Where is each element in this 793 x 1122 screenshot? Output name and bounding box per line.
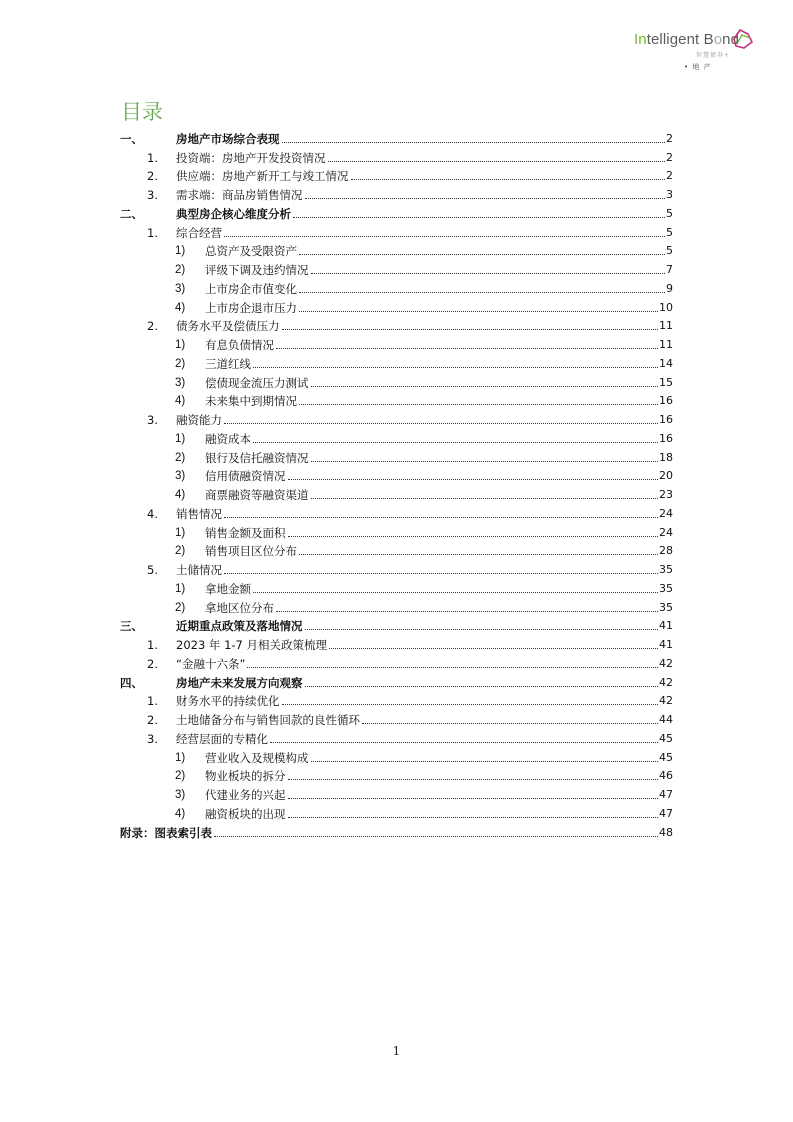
dot-leader — [224, 572, 658, 574]
toc-entry-page: 2 — [666, 169, 673, 183]
toc-entry-label: 信用债融资情况 — [205, 469, 286, 484]
toc-entry-number: 4) — [175, 395, 186, 408]
toc-entry[interactable] — [120, 447, 673, 466]
toc-entry[interactable] — [120, 297, 673, 316]
toc-entry-number: 3) — [175, 376, 186, 389]
toc-entry-number: 二、 — [120, 206, 143, 221]
toc-entry-label: 总资产及受限资产 — [205, 244, 297, 259]
toc-entry-number: 1. — [147, 150, 158, 165]
toc-entry-number: 4) — [175, 489, 186, 501]
toc-entry-number: 2. — [147, 169, 158, 184]
toc-entry-page: 3 — [666, 188, 673, 201]
toc-entry-label: 土储情况 — [176, 563, 222, 577]
toc-entry-number: 2. — [147, 656, 158, 671]
toc-entry-page: 47 — [659, 806, 673, 820]
toc-entry-label: 融资板块的出现 — [205, 806, 286, 821]
toc-entry-label: 融资能力 — [176, 413, 222, 427]
toc-entry-label: 偿债现金流压力测试 — [205, 375, 309, 390]
toc-entry[interactable] — [120, 259, 673, 278]
dot-leader — [282, 141, 666, 143]
toc-entry-number: 2) — [175, 264, 186, 276]
toc-entry-page: 46 — [659, 769, 673, 783]
toc-entry[interactable] — [120, 316, 673, 335]
toc-entry-page: 5 — [666, 206, 673, 220]
dot-leader — [224, 516, 658, 518]
brand-logo — [634, 26, 758, 74]
toc-entry-label: 财务水平的持续优化 — [176, 694, 280, 709]
toc-entry-page: 45 — [659, 731, 673, 745]
dot-leader — [288, 478, 659, 480]
toc-entry-label: 融资成本 — [205, 431, 251, 446]
toc-entry-number: 3) — [175, 470, 186, 483]
toc-entry[interactable] — [120, 503, 673, 522]
toc-entry[interactable] — [120, 541, 673, 560]
dot-leader — [299, 403, 658, 405]
toc-entry-number: 三、 — [120, 619, 143, 634]
dot-leader — [311, 460, 659, 462]
toc-entry-page: 44 — [659, 713, 673, 726]
toc-entry-number: 5. — [147, 563, 158, 577]
toc-entry-page: 16 — [659, 394, 673, 408]
toc-entry-label: 物业板块的拆分 — [205, 769, 286, 784]
dot-leader — [311, 385, 659, 387]
toc-entry-page: 28 — [659, 544, 673, 558]
dot-leader — [329, 647, 658, 649]
toc-entry[interactable] — [120, 634, 673, 653]
dot-leader — [288, 535, 659, 537]
toc-entry-page: 42 — [659, 656, 673, 670]
toc-entry-label: 评级下调及违约情况 — [205, 263, 309, 277]
toc-entry-label: 上市房企退市压力 — [205, 300, 297, 315]
toc-entry-number: 3. — [147, 188, 158, 202]
toc-entry[interactable] — [120, 766, 673, 785]
dot-leader — [305, 197, 666, 199]
dot-leader — [253, 441, 658, 443]
toc-entry-label: 销售金额及面积 — [205, 525, 286, 540]
dot-leader — [299, 291, 665, 293]
logo-sector-label: • 地 产 — [684, 63, 712, 71]
toc-entry[interactable] — [120, 203, 673, 222]
toc-entry-page: 11 — [659, 319, 673, 333]
toc-entry-number: 3) — [175, 282, 186, 295]
toc-entry[interactable] — [120, 672, 673, 691]
dot-leader — [311, 760, 659, 762]
page-number: 1 — [392, 1044, 401, 1058]
toc-entry-label: 上市房企市值变化 — [205, 281, 297, 296]
toc-entry-label: 综合经营 — [176, 225, 222, 240]
toc-entry-page: 41 — [659, 619, 673, 633]
toc-entry-page: 35 — [659, 581, 673, 595]
dot-leader — [299, 310, 658, 312]
dot-leader — [305, 685, 659, 687]
toc-entry-page: 35 — [659, 600, 673, 614]
toc-entry-page: 42 — [659, 675, 673, 689]
toc-entry-page: 48 — [659, 825, 673, 839]
toc-entry[interactable] — [120, 222, 673, 241]
toc-entry-label: 有息负债情况 — [205, 338, 274, 352]
toc-entry-label: 营业收入及规模构成 — [205, 750, 309, 765]
toc-entry-number: 2) — [175, 545, 186, 558]
toc-entry-number: 1) — [175, 582, 186, 595]
toc-entry-label: 需求端：商品房销售情况 — [176, 188, 303, 202]
toc-entry-number: 2) — [175, 770, 186, 783]
toc-entry-label: 投资端：房地产开发投资情况 — [176, 150, 326, 165]
toc-entry-page: 24 — [659, 506, 673, 520]
toc-entry-label: 商票融资等融资渠道 — [205, 488, 309, 502]
dot-leader — [270, 741, 658, 743]
dot-leader — [214, 835, 658, 837]
toc-entry-label: 债务水平及偿债压力 — [176, 319, 280, 334]
toc-entry-page: 20 — [659, 469, 673, 483]
toc-entry-page: 18 — [659, 450, 673, 464]
toc-entry[interactable] — [120, 166, 673, 185]
toc-entry-page: 15 — [659, 375, 673, 389]
toc-entry-page: 45 — [659, 750, 673, 764]
toc-entry-label: 销售项目区位分布 — [205, 544, 297, 559]
toc-entry-label: 房地产市场综合表现 — [176, 131, 280, 146]
toc-entry-page: 5 — [666, 225, 673, 239]
toc-entry-label: “金融十六条” — [176, 656, 246, 671]
toc-entry[interactable] — [120, 597, 673, 616]
toc-entry[interactable] — [120, 616, 673, 635]
toc-entry-page: 23 — [659, 488, 673, 501]
toc-entry[interactable] — [120, 372, 673, 391]
table-of-contents — [120, 128, 673, 841]
toc-entry-number: 2. — [147, 713, 158, 727]
toc-entry-number: 1. — [147, 694, 158, 709]
toc-entry-page: 24 — [659, 525, 673, 539]
toc-entry[interactable] — [120, 784, 673, 803]
toc-entry[interactable] — [120, 428, 673, 447]
toc-entry-number: 1) — [175, 339, 186, 351]
toc-entry-number: 1. — [147, 225, 158, 240]
dot-leader — [253, 591, 658, 593]
toc-entry-label: 拿地金额 — [205, 581, 251, 596]
toc-entry[interactable] — [120, 747, 673, 766]
toc-entry-page: 16 — [659, 413, 673, 426]
toc-entry[interactable] — [120, 559, 673, 578]
toc-entry[interactable] — [120, 278, 673, 297]
toc-entry-page: 5 — [666, 244, 673, 258]
toc-entry-label: 供应端：房地产新开工与竣工情况 — [176, 169, 349, 184]
toc-entry[interactable] — [120, 578, 673, 597]
toc-entry[interactable] — [120, 184, 673, 203]
toc-entry-number: 3. — [147, 413, 158, 427]
toc-entry-number: 3. — [147, 731, 158, 746]
toc-entry-page: 41 — [659, 638, 673, 651]
toc-entry-label: 销售情况 — [176, 506, 222, 521]
toc-entry-label: 近期重点政策及落地情况 — [176, 619, 303, 634]
dot-leader — [288, 797, 659, 799]
toc-entry-number: 四、 — [120, 675, 143, 690]
toc-entry[interactable] — [120, 147, 673, 166]
toc-entry-page: 16 — [659, 431, 673, 445]
dot-leader — [288, 816, 659, 818]
toc-entry-number: 3) — [175, 789, 186, 801]
toc-entry-label: 2023 年 1-7 月相关政策梳理 — [176, 638, 328, 652]
toc-entry-number: 一、 — [120, 131, 143, 146]
toc-entry-label: 土地储备分布与销售回款的良性循环 — [176, 713, 360, 727]
toc-entry[interactable] — [120, 803, 673, 822]
toc-entry-label: 代建业务的兴起 — [205, 788, 286, 802]
dot-leader — [276, 610, 658, 612]
toc-entry-label: 银行及信托融资情况 — [205, 450, 309, 465]
toc-entry[interactable] — [120, 691, 673, 710]
toc-entry[interactable] — [120, 391, 673, 410]
toc-entry[interactable] — [120, 353, 673, 372]
toc-entry-label: 房地产未来发展方向观察 — [176, 675, 303, 690]
toc-entry-page: 35 — [659, 563, 673, 576]
toc-entry[interactable] — [120, 128, 673, 147]
dot-leader — [328, 160, 666, 162]
toc-entry[interactable] — [120, 522, 673, 541]
toc-entry[interactable] — [120, 409, 673, 428]
dot-leader — [282, 703, 659, 705]
toc-entry[interactable] — [120, 334, 673, 353]
logo-wordmark: Intelligent Bond — [634, 31, 740, 48]
toc-entry[interactable] — [120, 484, 673, 503]
toc-entry-label: 拿地区位分布 — [205, 600, 274, 615]
dot-leader — [224, 235, 665, 237]
toc-entry-number: 1. — [147, 638, 158, 652]
dot-leader — [351, 178, 666, 180]
toc-entry-page: 7 — [666, 263, 673, 276]
dot-leader — [276, 347, 658, 349]
toc-entry-number: 1) — [175, 526, 186, 539]
toc-entry-number: 2) — [175, 357, 186, 370]
toc-entry-number: 4) — [175, 807, 186, 820]
toc-entry[interactable] — [120, 241, 673, 260]
toc-entry-number: 1) — [175, 245, 186, 258]
dot-leader — [299, 553, 658, 555]
toc-entry-number: 4) — [175, 301, 186, 314]
toc-entry-number: 1) — [175, 432, 186, 445]
toc-entry-number: 4. — [147, 506, 158, 521]
toc-entry-label: 经营层面的专精化 — [176, 731, 268, 746]
toc-entry[interactable] — [120, 653, 673, 672]
toc-title: 目录 — [121, 100, 163, 124]
dot-leader — [311, 497, 659, 499]
toc-entry-page: 42 — [659, 694, 673, 708]
toc-entry-number: 2) — [175, 451, 186, 464]
dot-leader — [299, 253, 665, 255]
logo-ring-icon — [728, 26, 756, 52]
toc-entry-page: 9 — [666, 281, 673, 295]
toc-entry-label: 未来集中到期情况 — [205, 394, 297, 409]
toc-entry-label: 典型房企核心维度分析 — [176, 206, 291, 221]
toc-entry-number: 1) — [175, 751, 186, 764]
toc-entry-number: 2. — [147, 319, 158, 334]
dot-leader — [247, 666, 658, 668]
toc-entry-page: 10 — [659, 300, 673, 314]
toc-entry-page: 11 — [659, 338, 673, 351]
toc-entry-number: 2) — [175, 601, 186, 614]
dot-leader — [282, 328, 659, 330]
dot-leader — [293, 216, 665, 218]
toc-entry-page: 47 — [659, 788, 673, 801]
toc-entry-label: 附录：图表索引表 — [120, 825, 212, 840]
toc-entry-page: 2 — [666, 131, 673, 145]
dot-leader — [311, 272, 666, 274]
toc-entry-label: 三道红线 — [205, 356, 251, 371]
toc-entry-page: 2 — [666, 150, 673, 164]
dot-leader — [224, 422, 658, 424]
dot-leader — [362, 722, 658, 724]
dot-leader — [288, 778, 659, 780]
logo-subtitle: 智慧债券+ — [696, 52, 731, 59]
toc-entry[interactable] — [120, 466, 673, 485]
toc-entry[interactable] — [120, 728, 673, 747]
dot-leader — [305, 628, 659, 630]
toc-entry-page: 14 — [659, 356, 673, 370]
toc-entry[interactable] — [120, 709, 673, 728]
toc-entry[interactable] — [120, 822, 673, 841]
dot-leader — [253, 366, 658, 368]
